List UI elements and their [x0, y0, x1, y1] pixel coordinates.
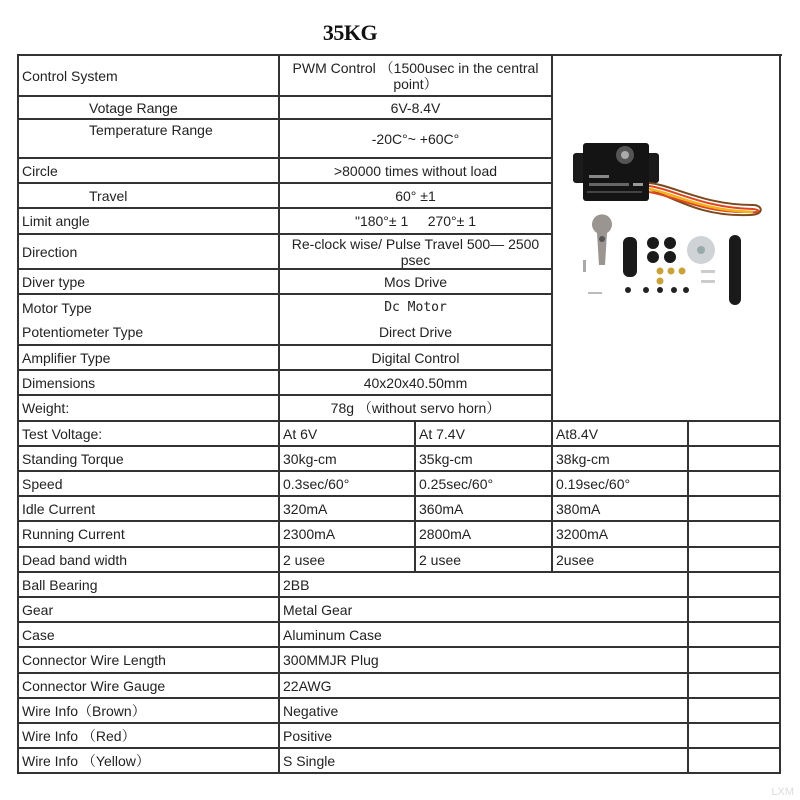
spec-label: Weight:	[22, 400, 70, 416]
spec-value: >80000 times without load	[333, 162, 498, 179]
row-cell: 2 usee	[419, 551, 462, 568]
spec-value: 6V-8.4V	[390, 99, 441, 116]
spec-label: Diver type	[22, 273, 86, 290]
row-cell: 380mA	[556, 500, 601, 517]
spec-label: Motor Type	[22, 300, 92, 316]
row-label: Dead band width	[22, 551, 128, 568]
spec-label: Limit angle	[22, 213, 90, 229]
row-cell: 2 usee	[283, 551, 326, 568]
row-cell: 0.25sec/60°	[419, 475, 494, 492]
row-cell: 360mA	[419, 500, 464, 517]
voltage-header-label: Test Voltage:	[22, 425, 103, 442]
spec-value: Digital Control	[371, 349, 460, 366]
spec-value: -20C°~ +60C°	[371, 130, 460, 147]
voltage-header-cell: At 7.4V	[419, 425, 465, 442]
spec-label: Votage Range	[89, 99, 178, 116]
voltage-header-cell	[689, 422, 779, 445]
spec-label: Wire Info（Brown）	[22, 702, 146, 719]
spec-value: 78g （without servo horn）	[330, 400, 501, 416]
row-cell: 320mA	[283, 500, 328, 517]
row-cell: 2800mA	[419, 526, 472, 542]
row-cell: 30kg-cm	[283, 450, 337, 467]
row-label: Standing Torque	[22, 450, 124, 467]
row-label: Speed	[22, 475, 63, 492]
spec-value: Dc Motor	[384, 300, 447, 315]
spec-value: PWM Control （1500usec in the central point）	[292, 59, 539, 92]
row-cell: 0.19sec/60°	[556, 475, 631, 492]
row-cell: 0.3sec/60°	[283, 475, 350, 492]
spec-value: 2BB	[283, 576, 310, 593]
spec-label: Connector Wire Gauge	[22, 677, 166, 694]
servo-photo-icon	[553, 55, 780, 420]
row-cell: 2300mA	[283, 526, 336, 542]
spec-label: Ball Bearing	[22, 576, 98, 593]
spec-label: Temperature Range	[89, 122, 213, 138]
spec-value: S Single	[283, 752, 336, 769]
spec-label: Travel	[89, 187, 128, 204]
spec-label: Potentiometer Type	[22, 324, 144, 340]
spec-label: Gear	[22, 601, 54, 618]
spec-label: Amplifier Type	[22, 349, 111, 366]
spec-value: 300MMJR Plug	[283, 652, 379, 668]
spec-value: "180°± 1 270°± 1	[354, 213, 477, 229]
spec-label: Dimensions	[22, 374, 96, 391]
row-label: Idle Current	[22, 500, 96, 517]
spec-value: Metal Gear	[283, 601, 353, 618]
spec-value: Positive	[283, 727, 333, 744]
spec-label: Wire Info （Red）	[22, 727, 136, 744]
row-label: Running Current	[22, 526, 125, 542]
watermark: LXM	[771, 786, 794, 798]
spec-value: Mos Drive	[383, 273, 447, 290]
spec-value: Direct Drive	[378, 324, 453, 340]
row-cell: 2usee	[556, 551, 595, 568]
spec-value: Negative	[283, 702, 339, 719]
spec-value: 22AWG	[283, 677, 332, 694]
page-title: 35KG	[322, 20, 378, 45]
row-cell: 35kg-cm	[419, 450, 473, 467]
spec-label: Wire Info （Yellow）	[22, 752, 150, 769]
product-image	[553, 55, 780, 420]
spec-value: 60° ±1	[395, 187, 436, 204]
voltage-header-cell: At 6V	[283, 425, 318, 442]
spec-value: 40x20x40.50mm	[363, 374, 468, 391]
spec-label: Case	[22, 626, 55, 643]
spec-value: Re-clock wise/ Pulse Travel 500— 2500 psec	[291, 235, 540, 268]
spec-label: Circle	[22, 162, 58, 179]
row-cell: 3200mA	[556, 526, 609, 542]
voltage-header-cell: At8.4V	[556, 425, 599, 442]
row-cell: 38kg-cm	[556, 450, 610, 467]
spec-value: Aluminum Case	[283, 626, 382, 643]
spec-label: Connector Wire Length	[22, 652, 166, 668]
spec-label: Control System	[22, 67, 118, 84]
spec-label: Direction	[22, 243, 78, 260]
